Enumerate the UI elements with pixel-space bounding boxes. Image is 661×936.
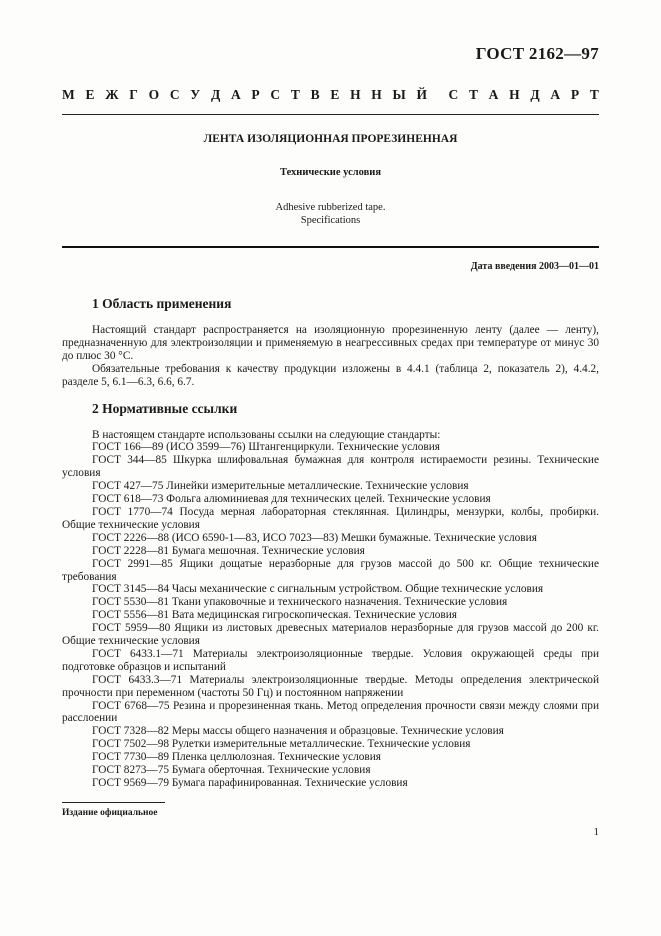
normative-references-list [62,441,599,789]
standard-type-letter: А [488,87,499,102]
section-1-heading: 1 Область применения [92,296,232,311]
gost-code: ГОСТ 2162—97 [475,44,599,63]
standard-type-letter: Д [530,87,540,102]
standard-type-letter: Р [251,87,260,102]
reference-item: ГОСТ 5530—81 Ткани упаковочные и технического назначения. Технические условия [92,596,508,609]
reference-item: ГОСТ 1770—74 Посуда мерная лабораторная стеклянная. Цилиндры, мензурки, колбы, пробирки. Общие технические условия [62,505,599,531]
standard-type-letter: Е [330,87,340,102]
standard-type-letter: Д [210,87,221,102]
reference-item: ГОСТ 618—73 Фольга алюминиевая для технических целей. Технические условия [92,493,491,506]
reference-item: ГОСТ 2991—85 Ящики дощатые неразборные для грузов массой до 500 кг. Общие технические требования [62,557,599,583]
standard-type-letter: О [148,87,160,102]
reference-item: ГОСТ 8273—75 Бумага оберточная. Технические условия [92,764,371,777]
reference-item: ГОСТ 166—89 (ИСО 3599—76) Штангенциркули. Технические условия [92,441,440,454]
page-number: 1 [593,826,599,838]
reference-item: ГОСТ 9569—79 Бумага парафинированная. Технические условия [92,777,408,789]
reference-item: ГОСТ 427—75 Линейки измерительные металлические. Технические условия [92,480,469,493]
reference-item: ГОСТ 5556—81 Вата медицинская гигроскопическая. Технические условия [92,609,457,622]
reference-item: ГОСТ 344—85 Шкурка шлифовальная бумажная для контроля истираемости резины. Технические условия [62,454,599,480]
standard-type-letter: С [448,87,459,102]
reference-item: ГОСТ 5959—80 Ящики из листовых древесных материалов неразборные для грузов массой до 200 кг. Общие технические условия [62,622,599,648]
document-subtitle: Технические условия [279,167,382,178]
standard-type-letter: Й [416,87,428,102]
standard-type-letter: Т [290,87,300,102]
standard-type-letter: А [550,87,561,102]
reference-item: ГОСТ 3145—84 Часы механические с сигнальным устройством. Общие технические условия [92,583,544,596]
reference-item: ГОСТ 6433.3—71 Материалы электроизоляционные твердые. Методы определения электрической прочности при переменном (частоты 50 Гц) и постоянном напряжении [62,673,599,699]
english-title-line-2: Specifications [300,215,361,226]
section-2-heading: 2 Нормативные ссылки [92,400,238,416]
standard-type-letter: Т [589,87,599,102]
reference-item: ГОСТ 6768—75 Резина и прорезиненная ткань. Метод определения прочности связи между слоями при расслоении [62,699,599,725]
footer-rule [62,802,165,803]
standard-type-heading [62,87,599,103]
standard-type-letter: Р [570,87,580,102]
section-2-intro: В настоящем стандарте использованы ссылки на следующие стандарты: [92,428,441,441]
reference-item: ГОСТ 2226—88 (ИСО 6590-1—83, ИСО 7023—83) Мешки бумажные. Технические условия [92,531,537,544]
document-body [62,296,599,790]
section-1-paragraph: Обязательные требования к качеству продукции изложены в 4.4.1 (таблица 2, показатель 2), 4.4.2, разделе 5, 6.1—6.3, 6.6, 6.7. [62,362,599,388]
edition-label: Издание официальное [62,808,158,818]
standard-type-letter: Н [371,87,382,102]
reference-item: ГОСТ 7502—98 Рулетки измерительные металлические. Технические условия [92,738,471,751]
english-title-line-1: Adhesive rubberized tape. [275,202,386,213]
header-rule [62,114,599,115]
reference-item: ГОСТ 2228—81 Бумага мешочная. Технические условия [92,544,365,557]
standard-type-letter: С [169,87,180,102]
standard-type-letter: Г [129,87,138,102]
standard-type-letter: М [62,87,75,102]
standard-type-letter: Ж [105,87,119,102]
standard-type-letter: Н [350,87,361,102]
title-rule [62,246,599,248]
reference-item: ГОСТ 6433.1—71 Материалы электроизоляционные твердые. Условия окружающей среды при подготовке образцов и испытаний [62,647,599,673]
standard-type-letter: У [190,87,201,102]
standard-type-letter: С [270,87,281,102]
reference-item: ГОСТ 7730—89 Пленка целлюлозная. Технические условия [92,751,381,764]
reference-item: ГОСТ 7328—82 Меры массы общего назначения и образцовые. Технические условия [92,725,504,738]
english-title [62,201,599,227]
standard-type-letter: Т [468,87,478,102]
section-1-paragraph: Настоящий стандарт распространяется на изоляционную прорезиненную ленту (далее — ленту), предназначенную для электроизоляции и применяемую в неагрессивных средах при температуре от минус 30 до плюс 30 °С. [62,324,599,362]
document-title: ЛЕНТА ИЗОЛЯЦИОННАЯ ПРОРЕЗИНЕННАЯ [203,133,458,145]
standard-type-letter: Н [509,87,520,102]
standard-type-letter: В [310,87,320,102]
standard-type-letter: Ы [392,87,406,102]
standard-type-letter: А [230,87,241,102]
introduction-date: Дата введения 2003—01—01 [470,261,599,272]
standard-type-letter: Е [85,87,95,102]
